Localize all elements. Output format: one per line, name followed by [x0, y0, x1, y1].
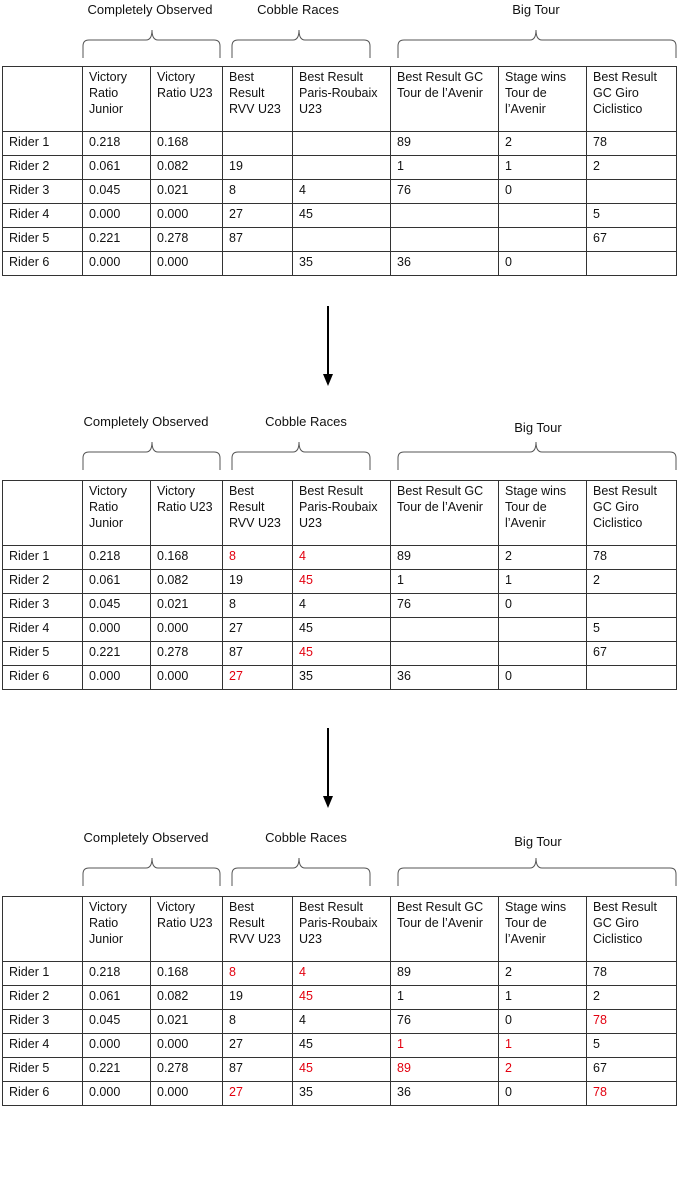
table-cell — [223, 132, 293, 156]
group-braces — [0, 0, 685, 70]
column-header: Victory Ratio U23 — [151, 481, 223, 546]
imputed-cell: 4 — [293, 962, 391, 986]
table-row — [3, 546, 677, 570]
table-cell: 0.218 — [83, 546, 151, 570]
table-cell: 76 — [391, 1010, 499, 1034]
group-label-cobble-races: Cobble Races — [257, 2, 339, 17]
table-cell: 35 — [293, 252, 391, 276]
brace-completely-observed — [83, 30, 220, 58]
table-cell — [499, 618, 587, 642]
brace-cobble-races — [232, 30, 370, 58]
table-cell: 78 — [587, 962, 677, 986]
rider-label: Rider 4 — [3, 618, 83, 642]
table-cell — [391, 228, 499, 252]
table-cell: 4 — [293, 1010, 391, 1034]
table-cell: 0 — [499, 1082, 587, 1106]
table-cell: 0.000 — [83, 1034, 151, 1058]
group-label-big-tour: Big Tour — [514, 420, 562, 435]
table-row — [3, 1082, 677, 1106]
column-header: Best Result RVV U23 — [223, 481, 293, 546]
table-cell: 0.000 — [83, 618, 151, 642]
table-cell: 0.045 — [83, 180, 151, 204]
brace-completely-observed — [83, 858, 220, 886]
table-cell: 5 — [587, 1034, 677, 1058]
table-cell: 1 — [499, 570, 587, 594]
column-header: Best Result Paris-Roubaix U23 — [293, 897, 391, 962]
brace-big-tour — [398, 30, 676, 58]
table-cell: 4 — [293, 594, 391, 618]
imputed-cell: 27 — [223, 1082, 293, 1106]
brace-completely-observed — [83, 442, 220, 470]
column-header: Victory Ratio U23 — [151, 897, 223, 962]
table-cell: 4 — [293, 180, 391, 204]
table-cell: 1 — [391, 986, 499, 1010]
rider-label: Rider 1 — [3, 546, 83, 570]
table-cell: 0.168 — [151, 546, 223, 570]
table-cell: 0 — [499, 666, 587, 690]
table-cell: 0.021 — [151, 594, 223, 618]
table-row — [3, 228, 677, 252]
table-cell: 0.278 — [151, 1058, 223, 1082]
table-cell: 19 — [223, 570, 293, 594]
table-cell: 0.218 — [83, 132, 151, 156]
table-cell: 0.082 — [151, 156, 223, 180]
group-label-big-tour: Big Tour — [514, 834, 562, 849]
stage-2 — [0, 412, 685, 762]
table-cell — [223, 252, 293, 276]
table-cell: 89 — [391, 132, 499, 156]
imputed-cell: 45 — [293, 1058, 391, 1082]
table-cell: 76 — [391, 594, 499, 618]
table-cell: 67 — [587, 228, 677, 252]
brace-cobble-races — [232, 442, 370, 470]
imputed-cell: 45 — [293, 570, 391, 594]
table-row — [3, 666, 677, 690]
table-cell — [293, 132, 391, 156]
table-row — [3, 180, 677, 204]
group-label-big-tour: Big Tour — [512, 2, 560, 17]
imputed-cell: 45 — [293, 986, 391, 1010]
column-header: Best Result GC Tour de l’Avenir — [391, 67, 499, 132]
table-cell: 0.000 — [151, 252, 223, 276]
table-cell — [391, 642, 499, 666]
table-cell: 87 — [223, 1058, 293, 1082]
column-header: Stage wins Tour de l’Avenir — [499, 897, 587, 962]
rider-label: Rider 5 — [3, 1058, 83, 1082]
table-cell: 0.278 — [151, 228, 223, 252]
column-header — [3, 897, 83, 962]
imputed-cell: 8 — [223, 962, 293, 986]
table-cell — [293, 228, 391, 252]
table-cell: 2 — [587, 156, 677, 180]
column-header: Best Result GC Tour de l’Avenir — [391, 481, 499, 546]
results-table — [2, 480, 677, 690]
table-cell: 89 — [391, 962, 499, 986]
rider-label: Rider 6 — [3, 252, 83, 276]
table-cell — [293, 156, 391, 180]
table-cell: 0.045 — [83, 594, 151, 618]
results-table — [2, 66, 677, 276]
imputed-cell: 89 — [391, 1058, 499, 1082]
table-cell: 0.000 — [83, 252, 151, 276]
table-cell: 0.021 — [151, 180, 223, 204]
imputed-cell: 27 — [223, 666, 293, 690]
table-cell: 1 — [391, 156, 499, 180]
table-cell — [499, 228, 587, 252]
table-row — [3, 962, 677, 986]
table-cell: 0.000 — [151, 204, 223, 228]
table-cell — [587, 252, 677, 276]
table-cell: 5 — [587, 204, 677, 228]
table-cell: 0 — [499, 252, 587, 276]
rider-label: Rider 5 — [3, 642, 83, 666]
table-row — [3, 156, 677, 180]
brace-big-tour — [398, 858, 676, 886]
table-cell: 0.000 — [151, 618, 223, 642]
table-cell: 35 — [293, 666, 391, 690]
table-cell: 8 — [223, 180, 293, 204]
table-cell: 67 — [587, 1058, 677, 1082]
table-cell: 0 — [499, 594, 587, 618]
table-cell: 0.168 — [151, 962, 223, 986]
rider-label: Rider 3 — [3, 180, 83, 204]
imputed-cell: 1 — [391, 1034, 499, 1058]
table-cell: 2 — [499, 132, 587, 156]
table-cell: 0.061 — [83, 986, 151, 1010]
group-braces — [0, 412, 685, 482]
stage-1 — [0, 0, 685, 350]
rider-label: Rider 2 — [3, 986, 83, 1010]
table-cell: 1 — [499, 986, 587, 1010]
header-row — [3, 481, 677, 546]
table-cell: 27 — [223, 204, 293, 228]
imputed-cell: 78 — [587, 1010, 677, 1034]
rider-label: Rider 3 — [3, 1010, 83, 1034]
table-row — [3, 204, 677, 228]
table-cell: 0.061 — [83, 156, 151, 180]
table-cell: 0.218 — [83, 962, 151, 986]
table-cell — [587, 666, 677, 690]
table-cell: 0.045 — [83, 1010, 151, 1034]
table-cell — [499, 642, 587, 666]
table-row — [3, 642, 677, 666]
table-cell: 76 — [391, 180, 499, 204]
imputed-cell: 45 — [293, 642, 391, 666]
table-cell: 35 — [293, 1082, 391, 1106]
table-row — [3, 618, 677, 642]
table-cell: 0.082 — [151, 570, 223, 594]
table-cell: 45 — [293, 1034, 391, 1058]
table-cell: 0.278 — [151, 642, 223, 666]
column-header: Best Result GC Giro Ciclistico — [587, 67, 677, 132]
column-header: Best Result RVV U23 — [223, 67, 293, 132]
table-cell: 19 — [223, 986, 293, 1010]
table-cell: 1 — [499, 156, 587, 180]
rider-label: Rider 6 — [3, 666, 83, 690]
column-header: Best Result GC Giro Ciclistico — [587, 481, 677, 546]
table-cell: 0 — [499, 1010, 587, 1034]
table-cell: 0.168 — [151, 132, 223, 156]
stage-3 — [0, 828, 685, 1178]
table-cell: 0.221 — [83, 1058, 151, 1082]
table-cell: 89 — [391, 546, 499, 570]
table-cell: 87 — [223, 228, 293, 252]
down-arrow-1 — [322, 306, 334, 386]
table-cell: 27 — [223, 1034, 293, 1058]
table-row — [3, 594, 677, 618]
table-cell: 87 — [223, 642, 293, 666]
table-cell: 0.000 — [151, 666, 223, 690]
table-cell: 36 — [391, 1082, 499, 1106]
imputed-cell: 2 — [499, 1058, 587, 1082]
table-row — [3, 1010, 677, 1034]
group-label-completely-observed: Completely Observed — [83, 414, 209, 429]
table-row — [3, 1034, 677, 1058]
group-label-completely-observed: Completely Observed — [87, 2, 213, 17]
column-header: Best Result Paris-Roubaix U23 — [293, 67, 391, 132]
column-header: Best Result Paris-Roubaix U23 — [293, 481, 391, 546]
table-cell: 78 — [587, 132, 677, 156]
column-header: Victory Ratio Junior — [83, 67, 151, 132]
table-cell: 2 — [587, 570, 677, 594]
column-header: Victory Ratio Junior — [83, 897, 151, 962]
column-header: Stage wins Tour de l’Avenir — [499, 67, 587, 132]
table-cell: 8 — [223, 594, 293, 618]
column-header: Victory Ratio U23 — [151, 67, 223, 132]
table-cell: 2 — [499, 962, 587, 986]
table-cell: 19 — [223, 156, 293, 180]
column-header: Victory Ratio Junior — [83, 481, 151, 546]
imputed-cell: 1 — [499, 1034, 587, 1058]
rider-label: Rider 4 — [3, 1034, 83, 1058]
table-cell: 1 — [391, 570, 499, 594]
table-row — [3, 132, 677, 156]
imputed-cell: 8 — [223, 546, 293, 570]
table-cell: 36 — [391, 666, 499, 690]
group-label-cobble-races: Cobble Races — [265, 414, 347, 429]
brace-big-tour — [398, 442, 676, 470]
table-cell: 2 — [499, 546, 587, 570]
table-row — [3, 252, 677, 276]
column-header: Best Result GC Tour de l’Avenir — [391, 897, 499, 962]
table-cell: 5 — [587, 618, 677, 642]
table-cell: 0.000 — [83, 1082, 151, 1106]
table-cell: 27 — [223, 618, 293, 642]
rider-label: Rider 2 — [3, 570, 83, 594]
table-cell: 45 — [293, 204, 391, 228]
table-cell: 0.082 — [151, 986, 223, 1010]
table-cell — [391, 618, 499, 642]
table-cell: 0.221 — [83, 642, 151, 666]
rider-label: Rider 2 — [3, 156, 83, 180]
brace-cobble-races — [232, 858, 370, 886]
rider-label: Rider 1 — [3, 962, 83, 986]
header-row — [3, 67, 677, 132]
rider-label: Rider 3 — [3, 594, 83, 618]
table-cell — [391, 204, 499, 228]
table-cell: 0 — [499, 180, 587, 204]
table-cell: 0.000 — [83, 666, 151, 690]
group-label-completely-observed: Completely Observed — [83, 830, 209, 845]
table-cell: 36 — [391, 252, 499, 276]
table-cell: 78 — [587, 546, 677, 570]
imputed-cell: 4 — [293, 546, 391, 570]
rider-label: Rider 4 — [3, 204, 83, 228]
rider-label: Rider 1 — [3, 132, 83, 156]
rider-label: Rider 6 — [3, 1082, 83, 1106]
column-header: Best Result GC Giro Ciclistico — [587, 897, 677, 962]
imputed-cell: 78 — [587, 1082, 677, 1106]
table-cell — [499, 204, 587, 228]
table-row — [3, 1058, 677, 1082]
group-label-cobble-races: Cobble Races — [265, 830, 347, 845]
header-row — [3, 897, 677, 962]
column-header — [3, 67, 83, 132]
table-cell: 0.000 — [151, 1034, 223, 1058]
table-cell: 2 — [587, 986, 677, 1010]
group-braces — [0, 828, 685, 898]
table-cell: 0.021 — [151, 1010, 223, 1034]
results-table — [2, 896, 677, 1106]
down-arrow-2 — [322, 728, 334, 808]
table-cell: 0.061 — [83, 570, 151, 594]
table-cell: 67 — [587, 642, 677, 666]
table-cell: 8 — [223, 1010, 293, 1034]
table-cell: 0.000 — [83, 204, 151, 228]
table-cell — [587, 594, 677, 618]
table-cell: 0.000 — [151, 1082, 223, 1106]
column-header: Best Result RVV U23 — [223, 897, 293, 962]
column-header — [3, 481, 83, 546]
table-cell: 45 — [293, 618, 391, 642]
rider-label: Rider 5 — [3, 228, 83, 252]
table-row — [3, 986, 677, 1010]
column-header: Stage wins Tour de l’Avenir — [499, 481, 587, 546]
table-row — [3, 570, 677, 594]
table-cell — [587, 180, 677, 204]
table-cell: 0.221 — [83, 228, 151, 252]
